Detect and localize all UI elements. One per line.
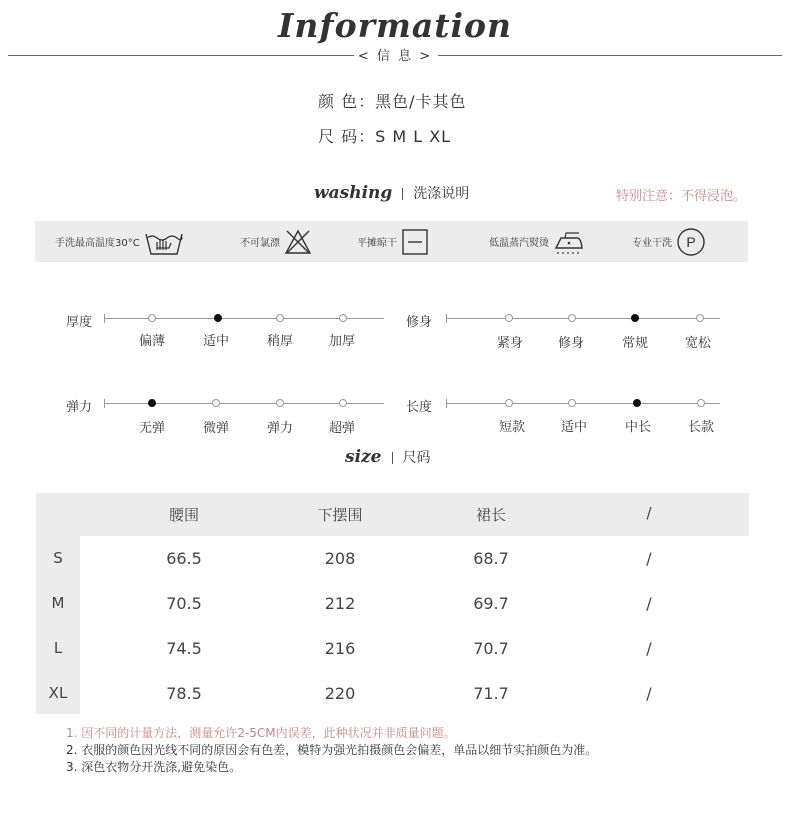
table-cell: / (646, 549, 652, 568)
wash-label: 不可氯漂 (240, 238, 280, 249)
washing-title-en: washing (314, 183, 393, 203)
thickness-option-label: 偏薄 (138, 334, 165, 349)
table-cell: 69.7 (473, 594, 509, 613)
table-cell: 66.5 (166, 549, 202, 568)
low-iron-icon (553, 228, 585, 256)
washing-heading (314, 183, 469, 203)
size-row-label: XL (48, 684, 68, 702)
wash-item-no-bleach (240, 221, 312, 262)
table-cell: 216 (324, 639, 356, 658)
dry-flat-icon (401, 228, 429, 256)
no-bleach-icon (284, 228, 312, 256)
fit-option-dot (568, 314, 576, 322)
size-col-header: / (646, 504, 652, 522)
spec-size: 尺 码：S M L XL (318, 127, 452, 146)
spec-color: 颜 色：黑色/卡其色 (318, 92, 467, 111)
wash-label: 平摊晾干 (357, 238, 397, 249)
washing-instructions-bar (35, 221, 748, 262)
wash-label: 专业干洗 (632, 238, 672, 249)
dry-clean-icon (676, 227, 706, 257)
wash-label: 手洗最高温度30°C (55, 238, 140, 249)
page-title: Information (277, 6, 513, 45)
table-cell: 74.5 (166, 639, 202, 658)
elasticity-option-label: 弹力 (266, 421, 293, 436)
length-scale-line (446, 403, 720, 404)
note-washing: 3. 深色衣物分开洗涤,避免染色。 (66, 760, 242, 774)
table-cell: 68.7 (473, 549, 509, 568)
page-subtitle: < 信 息 > (357, 49, 433, 64)
table-cell: / (646, 594, 652, 613)
elasticity-option-dot (212, 399, 220, 407)
attr-length-label: 长度 (406, 400, 433, 415)
scale-tick (446, 399, 447, 408)
fit-option-label: 宽松 (684, 336, 711, 351)
washing-notice: 特别注意：不得浸泡。 (615, 189, 746, 204)
table-cell: / (646, 639, 652, 658)
elasticity-option-label: 无弹 (138, 421, 165, 436)
scale-tick (104, 399, 105, 408)
table-cell: 70.5 (166, 594, 202, 613)
fit-option-dot (696, 314, 704, 322)
elasticity-option-dot (276, 399, 284, 407)
length-option-dot (697, 399, 705, 407)
elasticity-option-label: 超弹 (328, 421, 355, 436)
table-cell: / (646, 684, 652, 703)
fit-option-label: 修身 (557, 336, 584, 351)
heading-separator (402, 188, 403, 200)
elasticity-option-label: 微弹 (202, 421, 229, 436)
length-option-dot-selected (633, 399, 641, 407)
table-cell: 70.7 (473, 639, 509, 658)
thickness-option-dot (148, 314, 156, 322)
table-cell: 78.5 (166, 684, 202, 703)
size-col-header: 下摆围 (317, 506, 363, 524)
table-cell: 220 (324, 684, 356, 703)
fit-option-label: 紧身 (496, 336, 523, 351)
size-row-label: S (53, 549, 63, 567)
size-title-cn: 尺码 (402, 450, 431, 466)
wash-item-hand-wash (55, 221, 184, 262)
thickness-option-dot (339, 314, 347, 322)
table-cell: 212 (324, 594, 356, 613)
fit-scale-line (446, 318, 720, 319)
size-row-label: L (53, 639, 63, 657)
elasticity-option-dot (339, 399, 347, 407)
fit-option-label: 常规 (621, 336, 648, 351)
elasticity-option-dot-selected (148, 399, 156, 407)
attr-fit-label: 修身 (406, 315, 433, 330)
length-option-label: 中长 (624, 420, 651, 435)
attr-thickness-label: 厚度 (66, 315, 93, 330)
table-cell: 208 (324, 549, 356, 568)
length-option-label: 长款 (687, 420, 714, 435)
note-measurement: 1. 因不同的计量方法，测量允许2-5CM内误差，此种状况并非质量问题。 (66, 726, 456, 740)
size-title-en: size (345, 447, 382, 467)
wash-label: 低温蒸汽熨烫 (489, 238, 549, 249)
wash-item-dry-clean (632, 221, 706, 262)
length-option-dot (505, 399, 513, 407)
wash-item-dry-flat (357, 221, 429, 262)
scale-tick (446, 314, 447, 323)
size-col-header: 腰围 (168, 506, 199, 524)
length-option-dot (568, 399, 576, 407)
thickness-option-label: 适中 (202, 334, 229, 349)
size-heading (345, 447, 431, 467)
table-cell: 71.7 (473, 684, 509, 703)
attr-elasticity-label: 弹力 (66, 400, 93, 415)
heading-separator (392, 452, 393, 464)
svg-text:P: P (686, 233, 696, 250)
fit-option-dot (505, 314, 513, 322)
fit-option-dot-selected (631, 314, 639, 322)
thickness-option-label: 加厚 (328, 334, 355, 349)
thickness-option-label: 稍厚 (266, 334, 293, 349)
length-option-label: 短款 (498, 420, 525, 435)
thickness-option-dot (276, 314, 284, 322)
washing-title-cn: 洗涤说明 (413, 186, 470, 202)
hand-wash-icon (144, 228, 184, 256)
size-col-header: 裙长 (475, 506, 506, 524)
size-row-label: M (51, 594, 65, 612)
scale-tick (104, 314, 105, 323)
wash-item-low-iron (489, 221, 585, 262)
thickness-option-dot-selected (214, 314, 222, 322)
note-color: 2. 衣服的颜色因光线不同的原因会有色差，模特为强光拍摄颜色会偏差，单品以细节实拍颜色为准。 (66, 743, 598, 757)
length-option-label: 适中 (560, 420, 587, 435)
